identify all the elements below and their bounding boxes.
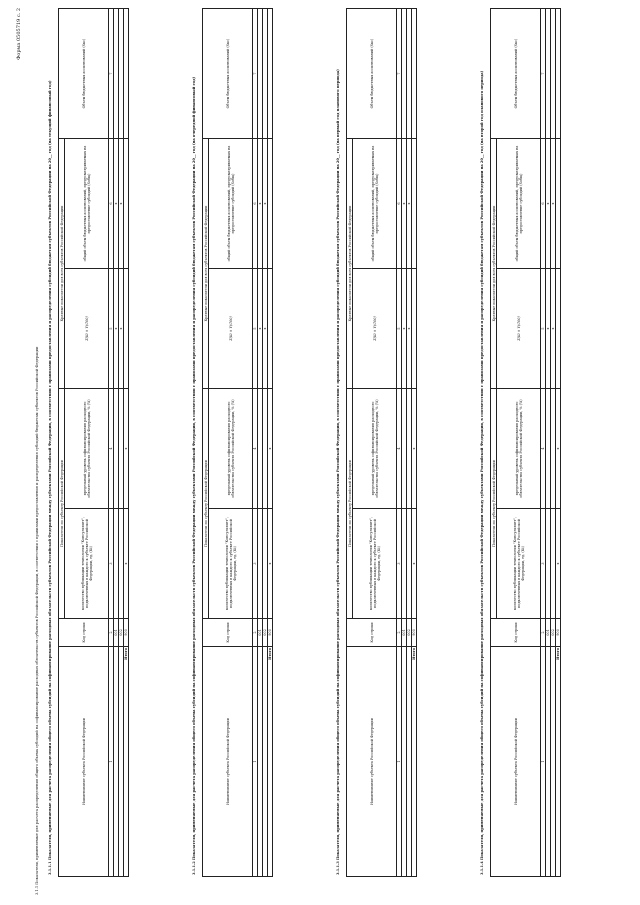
total-volume[interactable]	[412, 9, 417, 139]
col-yi-header: предельный уровень софинансирования расходного обязательства субъекта Российской Федерации, % (Yi)	[353, 389, 397, 509]
group-indicators-header: Показатели по субъекту Российской Федерации	[491, 389, 497, 619]
total-volume[interactable]	[268, 9, 273, 139]
row-code: 001	[402, 619, 407, 647]
column-number: 2	[541, 619, 546, 647]
sum-cell: x	[551, 269, 556, 389]
column-number: 3	[109, 509, 114, 619]
column-number: 5	[109, 269, 114, 389]
total-code: 900	[124, 619, 129, 647]
total-label: Итого	[268, 647, 273, 877]
column-number: 2	[109, 619, 114, 647]
col-volume-header: Объем бюджетных ассигнований (Sкс)	[203, 9, 253, 139]
col-code-header: Код строки	[59, 619, 109, 647]
col-code-header: Код строки	[347, 619, 397, 647]
total-code: 900	[556, 619, 561, 647]
column-number: 6	[541, 139, 546, 269]
col-ki-header: количество публикации технологии "Консультант", подключенных в каждого к субъекте Российской Федерации, ед. (Кi)	[65, 509, 109, 619]
section-title: 3.1.1.1 Показатели, применяемые для расчета распределения общего объема субсидий на софинансирование расходных обязательств субъектов Российской Федерации между субъектами Российской Федерации, в соответствии с правилами предоставления и распределения субсидий бюджетам субъектов Российской Федерации на 20__ год (на текущий финансовый год)	[48, 80, 52, 875]
total-volume[interactable]	[556, 9, 561, 139]
total-ki: x	[124, 509, 129, 619]
col-volume-header: Объем бюджетных ассигнований (Sкс)	[347, 9, 397, 139]
total-sum[interactable]	[556, 269, 561, 389]
sum-cell: x	[119, 269, 124, 389]
column-number: 5	[253, 269, 258, 389]
col-yi-header: предельный уровень софинансирования расходного обязательства субъекта Российской Федерации, % (Yi)	[497, 389, 541, 509]
column-number: 3	[253, 509, 258, 619]
col-yi-header: предельный уровень софинансирования расходного обязательства субъекта Российской Федерации, % (Yi)	[209, 389, 253, 509]
col-total-header: общий объем бюджетных ассигнований, предусматриваемых на предоставление субсидий (Sобщ)	[497, 139, 541, 269]
column-number: 4	[541, 389, 546, 509]
col-ki-header: количество публикации технологии "Консультант", подключенных в каждого к субъекте Российской Федерации, ед. (Кi)	[353, 509, 397, 619]
sum-cell: x	[114, 269, 119, 389]
group-calc-header: Кратные показатели для всех субъектов Российской Федерации	[347, 139, 353, 389]
total-label: Итого	[124, 647, 129, 877]
column-number: 1	[109, 647, 114, 877]
total-cell: x	[258, 139, 263, 269]
indicator-table	[202, 8, 273, 877]
col-name-header: Наименование субъекта Российской Федерации	[59, 647, 109, 877]
total-code: 900	[412, 619, 417, 647]
total-ki: x	[268, 509, 273, 619]
col-code-header: Код строки	[203, 619, 253, 647]
col-yi-header: предельный уровень софинансирования расходного обязательства субъекта Российской Федерации, % (Yi)	[65, 389, 109, 509]
indicator-table	[490, 8, 561, 877]
total-cell: x	[114, 139, 119, 269]
column-number: 6	[253, 139, 258, 269]
total-total[interactable]	[124, 139, 129, 269]
col-name-header: Наименование субъекта Российской Федерации	[203, 647, 253, 877]
group-calc-header: Кратные показатели для всех субъектов Российской Федерации	[59, 139, 65, 389]
total-yi: x	[124, 389, 129, 509]
col-ki-header: количество публикации технологии "Консультант", подключенных в каждого к субъекте Российской Федерации, ед. (Кi)	[209, 509, 253, 619]
sum-cell: x	[546, 269, 551, 389]
column-number: 6	[397, 139, 402, 269]
col-total-header: общий объем бюджетных ассигнований, предусматриваемых на предоставление субсидий (Sобщ)	[65, 139, 109, 269]
group-indicators-header: Показатели по субъекту Российской Федерации	[347, 389, 353, 619]
sum-cell: x	[407, 269, 412, 389]
total-ki: x	[556, 509, 561, 619]
total-total[interactable]	[412, 139, 417, 269]
total-sum[interactable]	[412, 269, 417, 389]
column-number: 7	[541, 9, 546, 139]
column-number: 4	[109, 389, 114, 509]
group-indicators-header: Показатели по субъекту Российской Федерации	[59, 389, 65, 619]
total-row	[268, 9, 273, 877]
sum-cell: x	[263, 269, 268, 389]
column-number: 4	[253, 389, 258, 509]
row-code: 001	[546, 619, 551, 647]
total-ki: x	[412, 509, 417, 619]
total-volume[interactable]	[124, 9, 129, 139]
total-total[interactable]	[268, 139, 273, 269]
total-cell: x	[263, 139, 268, 269]
row-code: 002	[407, 619, 412, 647]
total-cell: x	[119, 139, 124, 269]
col-name-header: Наименование субъекта Российской Федерации	[347, 647, 397, 877]
column-number: 3	[541, 509, 546, 619]
sum-cell: x	[402, 269, 407, 389]
col-sum-formula: Σ(Ki × Yi/100)	[209, 269, 253, 389]
section-title: 3.1.1.2 Показатели, применяемые для расчета распределения общего объема субсидий на софинансирование расходных обязательств субъектов Российской Федерации между субъектами Российской Федерации, в соответствии с правилами предоставления и распределения субсидий бюджетам субъектов Российской Федерации на 20__ год (на очередной финансовый год)	[192, 76, 196, 875]
col-total-header: общий объем бюджетных ассигнований, предусматриваемых на предоставление субсидий (Sобщ)	[353, 139, 397, 269]
col-volume-header: Объем бюджетных ассигнований (Sкс)	[491, 9, 541, 139]
total-row	[124, 9, 129, 877]
total-sum[interactable]	[268, 269, 273, 389]
col-sum-formula: Σ(Ki × Yi/100)	[65, 269, 109, 389]
col-sum-formula: Σ(Ki × Yi/100)	[497, 269, 541, 389]
form-code: Форма 0505719 с. 2	[16, 8, 22, 60]
total-row	[556, 9, 561, 877]
total-total[interactable]	[556, 139, 561, 269]
indicator-table	[346, 8, 417, 877]
total-code: 900	[268, 619, 273, 647]
row-code: 002	[551, 619, 556, 647]
column-number: 2	[253, 619, 258, 647]
sum-cell: x	[258, 269, 263, 389]
column-number: 6	[109, 139, 114, 269]
total-yi: x	[412, 389, 417, 509]
section-title: 3.1.1.4 Показатели, применяемые для расчета распределения общего объема субсидий на софинансирование расходных обязательств субъектов Российской Федерации между субъектами Российской Федерации, в соответствии с правилами предоставления и распределения субсидий бюджетам субъектов Российской Федерации на 20__ год (на второй год планового периода)	[480, 70, 484, 875]
row-code: 002	[119, 619, 124, 647]
total-cell: x	[551, 139, 556, 269]
column-number: 7	[109, 9, 114, 139]
group-indicators-header: Показатели по субъекту Российской Федерации	[203, 389, 209, 619]
column-number: 2	[397, 619, 402, 647]
col-volume-header: Объем бюджетных ассигнований (Sкс)	[59, 9, 109, 139]
group-calc-header: Кратные показатели для всех субъектов Российской Федерации	[203, 139, 209, 389]
col-sum-formula: Σ(Ki × Yi/100)	[353, 269, 397, 389]
column-number: 7	[253, 9, 258, 139]
total-yi: x	[556, 389, 561, 509]
col-ki-header: количество публикации технологии "Консультант", подключенных в каждого к субъекте Российской Федерации, ед. (Кi)	[497, 509, 541, 619]
column-number: 5	[541, 269, 546, 389]
column-number: 1	[253, 647, 258, 877]
col-code-header: Код строки	[491, 619, 541, 647]
column-number: 4	[397, 389, 402, 509]
total-cell: x	[546, 139, 551, 269]
total-label: Итого	[556, 647, 561, 877]
column-number: 5	[397, 269, 402, 389]
col-total-header: общий объем бюджетных ассигнований, предусматриваемых на предоставление субсидий (Sобщ)	[209, 139, 253, 269]
indicator-table	[58, 8, 129, 877]
col-name-header: Наименование субъекта Российской Федерации	[491, 647, 541, 877]
column-number: 1	[397, 647, 402, 877]
column-number: 3	[397, 509, 402, 619]
total-yi: x	[268, 389, 273, 509]
section-heading: 3.1.1 Показатели, применяемые для расчета распределения общего объема субсидий на софинансирование расходных обязательств субъектов Российской Федерации, в соответствии с правилами предоставления и распределения субсидий бюджетам субъектов Российской Федерации	[35, 346, 39, 895]
row-code: 002	[263, 619, 268, 647]
total-label: Итого	[412, 647, 417, 877]
total-cell: x	[407, 139, 412, 269]
total-sum[interactable]	[124, 269, 129, 389]
column-number: 1	[541, 647, 546, 877]
row-code: 001	[258, 619, 263, 647]
total-row	[412, 9, 417, 877]
row-code: 001	[114, 619, 119, 647]
column-number: 7	[397, 9, 402, 139]
group-calc-header: Кратные показатели для всех субъектов Российской Федерации	[491, 139, 497, 389]
total-cell: x	[402, 139, 407, 269]
section-title: 3.1.1.3 Показатели, применяемые для расчета распределения общего объема субсидий на софинансирование расходных обязательств субъектов Российской Федерации между субъектами Российской Федерации, в соответствии с правилами предоставления и распределения субсидий бюджетам субъектов Российской Федерации на 20__ год (на первый год планового периода)	[336, 69, 340, 875]
